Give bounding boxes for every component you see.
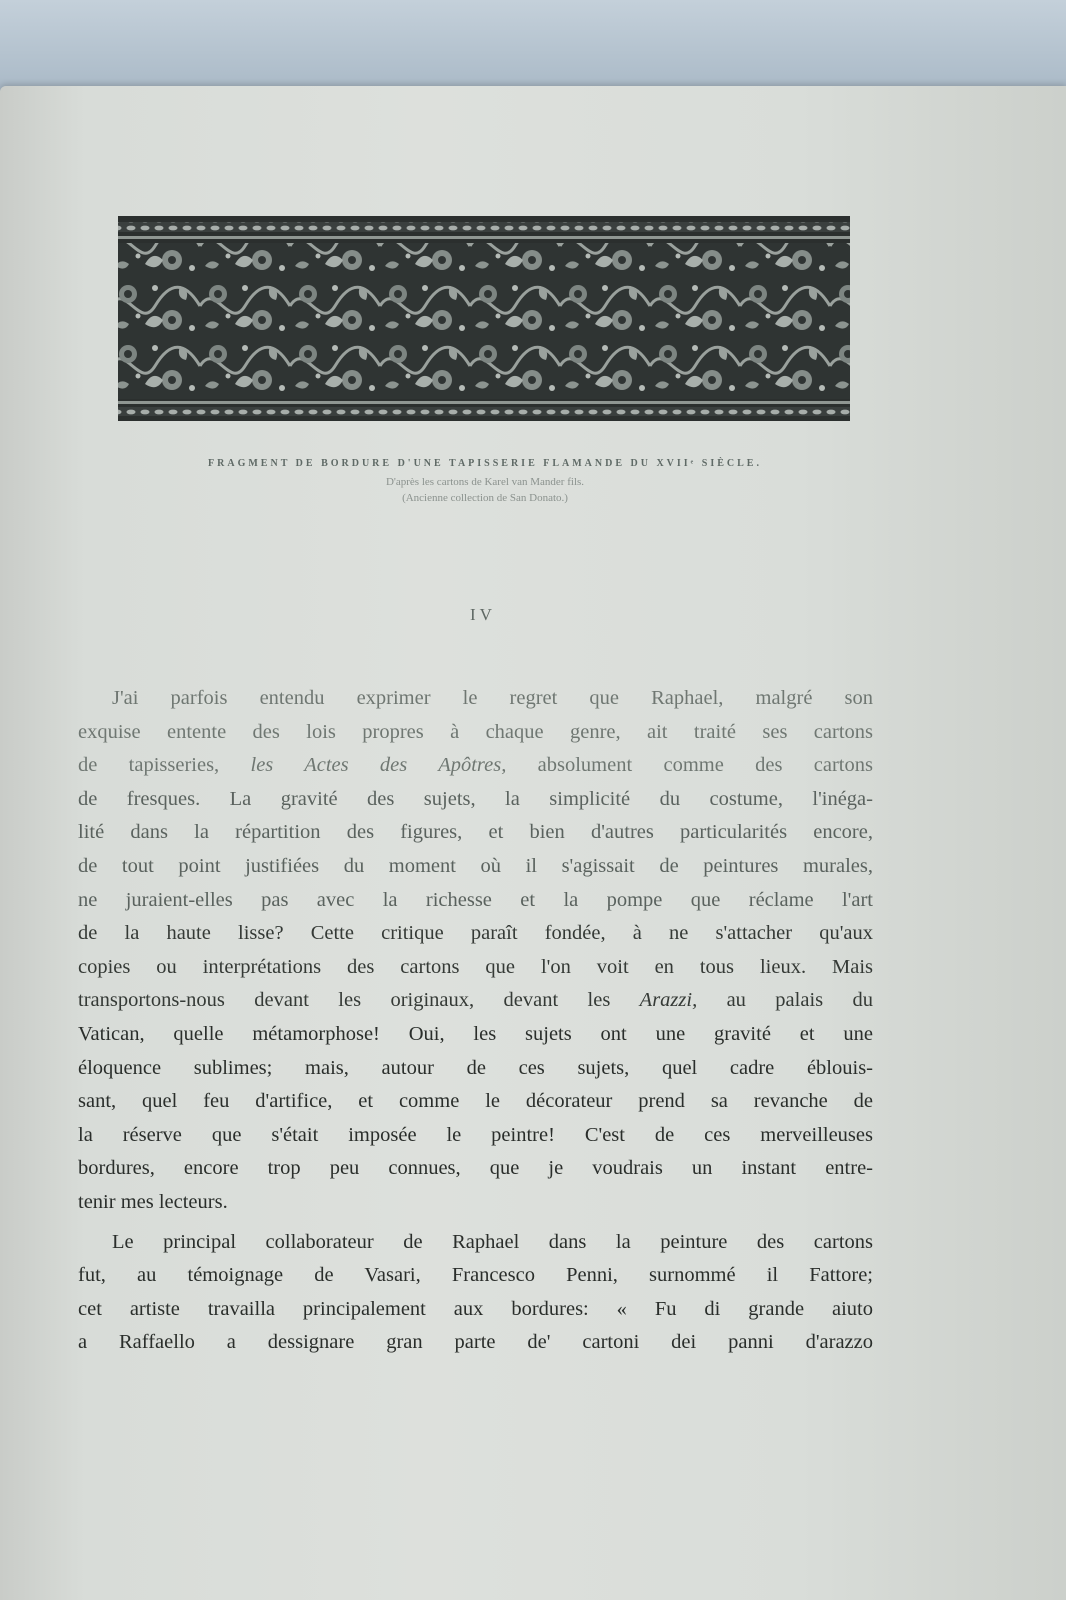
arazzi-italic: Arazzi,	[639, 989, 698, 1012]
paragraph-1-line	[78, 749, 873, 783]
paragraph-1-line: de tout point justifiées du moment où il s'agissait de peintures murales,	[78, 854, 873, 877]
paragraph-1-line	[78, 984, 873, 1018]
paragraph-2-line: cet artiste travailla principalement aux bordures: « Fu di grande aiuto	[78, 1297, 873, 1320]
paragraph-1-line: de fresques. La gravité des sujets, la simplicité du costume, l'inéga-	[78, 787, 873, 810]
paragraph-1-line: Vatican, quelle métamorphose! Oui, les sujets ont une gravité et une	[78, 1022, 873, 1045]
paragraph-1-line: tenir mes lecteurs.	[78, 1190, 228, 1213]
text-run: absolument comme des cartons	[506, 754, 873, 777]
figure-caption	[120, 458, 850, 504]
text-run: au palais du	[697, 989, 873, 1012]
paragraph-1-line: ne juraient-elles pas avec la richesse et la pompe que réclame l'art	[78, 888, 873, 911]
book-title-italic: les Actes des Apôtres,	[250, 754, 507, 777]
caption-collection: (Ancienne collection de San Donato.)	[402, 492, 568, 504]
paragraph-1-line: de la haute lisse? Cette critique paraît fondée, à ne s'attacher qu'aux	[78, 922, 873, 945]
paragraph-1-line: la réserve que s'était imposée le peintre! C'est de ces merveilleuses	[78, 1123, 873, 1146]
paragraph-1-line: copies ou interprétations des cartons que l'on voit en tous lieux. Mais	[78, 955, 873, 978]
text-run: de tapisseries,	[78, 754, 251, 777]
paragraph-1-line: lité dans la répartition des figures, et bien d'autres particularités encore,	[78, 821, 873, 844]
paragraph-1-line: sant, quel feu d'artifice, et comme le décorateur prend sa revanche de	[78, 1090, 873, 1113]
text-run: transportons-nous devant les originaux, devant les	[78, 989, 640, 1012]
caption-source: D'après les cartons de Karel van Mander fils.	[385, 476, 585, 488]
paragraph-1-line: J'ai parfois entendu exprimer le regret que Raphael, malgré son	[112, 687, 873, 709]
chapter-numeral: IV	[470, 605, 496, 624]
paragraph-2-line: Le principal collaborateur de Raphael dans la peinture des cartons	[112, 1230, 873, 1253]
caption-title: FRAGMENT DE BORDURE D'UNE TAPISSERIE FLAMANDE DU XVIIᵉ SIÈCLE.	[208, 458, 762, 469]
paragraph-2-line: fut, au témoignage de Vasari, Francesco Penni, surnommé il Fattore;	[78, 1264, 873, 1287]
paragraph-1-line: éloquence sublimes; mais, autour de ces sujets, quel cadre éblouis-	[78, 1056, 873, 1079]
body-text	[78, 682, 873, 1360]
paragraph-1-line: bordures, encore trop peu connues, que je voudrais un instant entre-	[78, 1157, 873, 1180]
paragraph-2-line: a Raffaello a dessignare gran parte de' cartoni dei panni d'arazzo	[78, 1331, 873, 1354]
paragraph-1-line: exquise entente des lois propres à chaque genre, ait traité ses cartons	[78, 720, 873, 743]
